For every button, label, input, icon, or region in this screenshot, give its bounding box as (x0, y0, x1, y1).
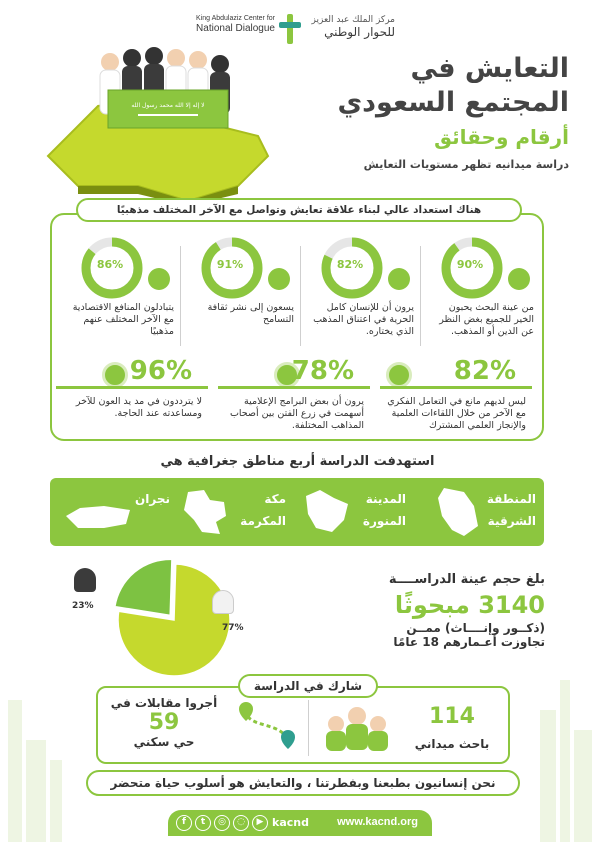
najran-region-map-icon (64, 502, 134, 532)
donut-text: يرون أن للإنسان كامل الحرية في اعتناق المذهب الذي يختاره. (313, 302, 414, 337)
pie-label-23: 23% (72, 601, 94, 611)
regions-heading: استهدفت الدراسة أربع مناطق جغرافية هي (160, 454, 435, 469)
madinah-region-map-icon (300, 486, 352, 538)
flag-shahada: لا إله إلا الله محمد رسول الله (131, 102, 205, 109)
region-makkah (240, 488, 286, 532)
website-link[interactable]: www.kacnd.org (337, 816, 418, 828)
region-label-line1: مكة (264, 492, 286, 506)
stat-card-90 (420, 236, 538, 366)
interviews-title: أجروا مقابلات في (110, 696, 218, 710)
bigstat-underline (56, 386, 208, 389)
bigstat-96 (52, 356, 212, 434)
interviews-stat (104, 696, 224, 749)
laurel-icon (268, 268, 290, 290)
divider (180, 246, 181, 346)
divider (300, 246, 301, 346)
coexistence-heading: هناك استعداد عالي لبناء علاقة تعايش وتواصل مع الآخر المختلف مذهبيًا (76, 198, 522, 222)
twitter-icon[interactable]: t (195, 815, 211, 831)
donut-label: 91% (216, 258, 244, 271)
saudi-flag (108, 90, 228, 128)
logo-english-line1: King Abdulaziz Center for (196, 15, 275, 22)
sample-line1: بلغ حجم عينة الدراســــة (388, 572, 545, 587)
instagram-icon[interactable]: ◎ (214, 815, 230, 831)
sample-line3: (ذكــور وإنــــاث) ممــن (406, 621, 545, 635)
region-najran (135, 488, 170, 510)
subtitle-study: دراسة ميدانيه تظهر مستويات التعايش (363, 158, 569, 171)
bigstat-underline (380, 386, 532, 389)
region-label-line1: المدينة (365, 492, 406, 506)
logo-english-line2: National Dialogue (196, 23, 275, 34)
region-eastern (487, 488, 536, 532)
bigstat-82 (376, 356, 536, 434)
researchers-label: باحث ميداني (414, 737, 490, 751)
woman-avatar-icon (74, 568, 96, 592)
stat-card-86 (60, 236, 178, 366)
interviews-number: 59 (148, 710, 180, 735)
leaf-icon (388, 268, 410, 290)
donut-label: 90% (456, 258, 484, 271)
region-label-line2: المكرمة (240, 514, 286, 528)
bigstat-text: لا يترددون في مد يد العون للآخر ومساعدته عند الحاجة. (75, 396, 202, 419)
money-icon (148, 268, 170, 290)
eastern-region-map-icon (434, 486, 482, 538)
divider (308, 700, 309, 756)
sample-size-block (345, 572, 545, 649)
bigstat-number: 78% (291, 356, 354, 386)
bigstat-text: يرون أن بعض البرامج الإعلامية أسهمت في زرع الفتن بين أصحاب المذاهب المختلفة. (229, 396, 364, 431)
donut-text: يسعون إلى نشر ثقافة التسامح (207, 302, 294, 325)
map-route-icon (236, 700, 300, 756)
researchers-group-icon (322, 702, 392, 754)
title-line2: المجتمع السعودي (337, 87, 569, 118)
region-madinah (363, 488, 406, 532)
bigstat-number: 96% (129, 356, 192, 386)
facebook-icon[interactable]: f (176, 815, 192, 831)
pie-slice-23 (115, 560, 172, 615)
book-icon (386, 362, 412, 388)
footer-bar (168, 810, 432, 836)
researchers-number: 114 (429, 704, 475, 729)
stat-card-82 (300, 236, 418, 366)
youtube-icon[interactable]: ▶ (252, 815, 268, 831)
snapchat-icon[interactable]: ◌ (233, 815, 249, 831)
region-label-line2: المنورة (362, 514, 406, 528)
sample-count: 3140 مبحوثًا (394, 591, 545, 619)
logo-arabic-line2: للحوار الوطني (324, 25, 395, 39)
makkah-region-map-icon (180, 486, 232, 538)
sample-line4: تجاوزت أعـمارهم 18 عامًا (393, 635, 545, 649)
logo-arabic-line1: مركز الملك عبد العزيز (311, 15, 395, 25)
region-label-line1: نجران (135, 492, 170, 506)
man-avatar-icon (212, 590, 234, 614)
bigstat-78 (214, 356, 374, 434)
bigstat-underline (218, 386, 370, 389)
donut-text: من عينة البحث يحبون الخير للجميع بغض النظر عن الدين أو المذهب. (439, 302, 534, 337)
bigstat-number: 82% (453, 356, 516, 386)
stat-card-91 (180, 236, 298, 366)
donut-label: 82% (336, 258, 364, 271)
donut-text: يتبادلون المنافع الاقتصادية مع الآخر المختلف عنهم مذهبيًا (72, 302, 174, 337)
region-label-line1: المنطقة (486, 492, 536, 506)
bigstat-text: ليس لديهم مانع في التعامل الفكري مع الآخر من خلال اللقاءات العلمية والإنجاز العلمي المشترك (387, 396, 526, 431)
pie-label-77: 77% (222, 623, 244, 633)
region-label-line2: الشرقية (487, 514, 536, 528)
page-title (269, 52, 569, 120)
helping-hand-icon (102, 362, 128, 388)
closing-slogan: نحن إنسانيون بطبعنا وبفطرتنا ، والتعايش هو أسلوب حياة متحضر (86, 770, 520, 796)
divider (420, 246, 421, 346)
participants-heading: شارك في الدراسة (238, 674, 378, 698)
researchers-stat (402, 704, 502, 751)
regions-bar (50, 478, 544, 546)
title-line1: التعايش في (410, 53, 569, 84)
saudi-map-illustration (18, 36, 278, 206)
donut-label: 86% (96, 258, 124, 271)
social-handle[interactable]: kacnd (272, 816, 309, 829)
interviews-label: حي سكني (133, 735, 195, 749)
subtitle: أرقام وحقائق (434, 125, 569, 149)
heart-hand-icon (508, 268, 530, 290)
